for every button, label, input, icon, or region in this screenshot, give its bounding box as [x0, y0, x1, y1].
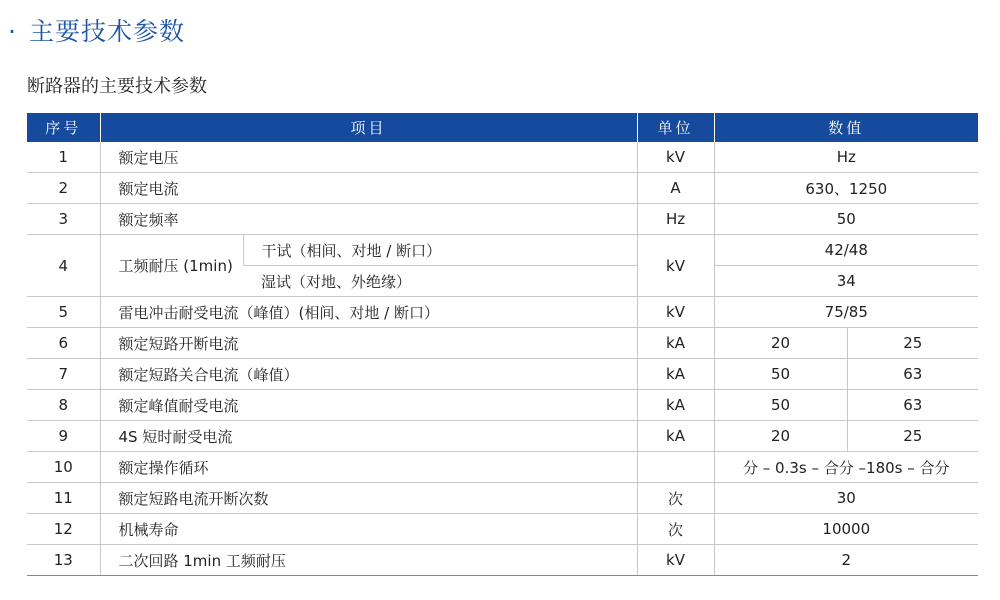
row-number: 13 — [27, 545, 100, 576]
table-header-row — [27, 113, 978, 142]
row-item: 额定峰值耐受电流 — [100, 390, 637, 421]
row-value-b: 63 — [847, 390, 978, 421]
row-unit: kA — [637, 421, 714, 452]
row-value: 2 — [714, 545, 978, 576]
row-item: 机械寿命 — [100, 514, 637, 545]
row-unit: Hz — [637, 204, 714, 235]
row-number: 12 — [27, 514, 100, 545]
row-number: 6 — [27, 328, 100, 359]
row-number: 4 — [27, 235, 100, 297]
row-value: Hz — [714, 142, 978, 173]
row-value-a: 20 — [714, 328, 847, 359]
row-value: 75/85 — [714, 297, 978, 328]
header-item: 项目 — [100, 113, 637, 142]
row-unit: kV — [637, 297, 714, 328]
table-row — [27, 452, 978, 483]
row-subitem-wet: 湿试（对地、外绝缘） — [243, 266, 637, 297]
row-unit: kA — [637, 359, 714, 390]
row-value: 分 – 0.3s – 合分 –180s – 合分 — [714, 452, 978, 483]
row-unit: kV — [637, 235, 714, 297]
row-item: 额定频率 — [100, 204, 637, 235]
table-row — [27, 328, 978, 359]
row-value-b: 25 — [847, 328, 978, 359]
row-number: 1 — [27, 142, 100, 173]
row-number: 11 — [27, 483, 100, 514]
header-no: 序号 — [27, 113, 100, 142]
page-title — [8, 12, 185, 48]
header-value: 数值 — [714, 113, 978, 142]
row-unit: 次 — [637, 483, 714, 514]
row-item: 4S 短时耐受电流 — [100, 421, 637, 452]
row-unit — [637, 452, 714, 483]
row-item: 额定短路开断电流 — [100, 328, 637, 359]
row-value-a: 50 — [714, 359, 847, 390]
row-value: 30 — [714, 483, 978, 514]
row-value-a: 50 — [714, 390, 847, 421]
table-row — [27, 545, 978, 576]
table-row — [27, 173, 978, 204]
row-value-b: 25 — [847, 421, 978, 452]
row-unit: kV — [637, 545, 714, 576]
row-unit: 次 — [637, 514, 714, 545]
row-value-dry: 42/48 — [714, 235, 978, 266]
row-number: 10 — [27, 452, 100, 483]
table-row — [27, 297, 978, 328]
row-value: 50 — [714, 204, 978, 235]
row-value-b: 63 — [847, 359, 978, 390]
table-row — [27, 142, 978, 173]
row-number: 7 — [27, 359, 100, 390]
row-item: 额定电压 — [100, 142, 637, 173]
row-number: 2 — [27, 173, 100, 204]
row-number: 3 — [27, 204, 100, 235]
row-item: 额定电流 — [100, 173, 637, 204]
row-item: 额定操作循环 — [100, 452, 637, 483]
table-row — [27, 514, 978, 545]
row-item: 工频耐压 (1min) — [100, 235, 243, 297]
table-row — [27, 421, 978, 452]
table-row — [27, 359, 978, 390]
table-row — [27, 235, 978, 266]
page-title-text: 主要技术参数 — [28, 17, 185, 46]
row-number: 5 — [27, 297, 100, 328]
row-unit: kA — [637, 390, 714, 421]
row-item: 额定短路关合电流（峰值） — [100, 359, 637, 390]
row-number: 8 — [27, 390, 100, 421]
row-unit: kV — [637, 142, 714, 173]
table-row — [27, 390, 978, 421]
row-number: 9 — [27, 421, 100, 452]
row-item: 雷电冲击耐受电流（峰值）(相间、对地 / 断口） — [100, 297, 637, 328]
table-row — [27, 204, 978, 235]
row-value-wet: 34 — [714, 266, 978, 297]
row-item: 额定短路电流开断次数 — [100, 483, 637, 514]
row-value-a: 20 — [714, 421, 847, 452]
header-unit: 单位 — [637, 113, 714, 142]
bullet-dot: · — [8, 17, 17, 46]
table-row — [27, 483, 978, 514]
row-value: 630、1250 — [714, 173, 978, 204]
row-subitem-dry: 干试（相间、对地 / 断口） — [243, 235, 637, 266]
row-value: 10000 — [714, 514, 978, 545]
row-unit: A — [637, 173, 714, 204]
section-subtitle: 断路器的主要技术参数 — [27, 76, 207, 97]
parameter-table — [27, 113, 978, 576]
row-item: 二次回路 1min 工频耐压 — [100, 545, 637, 576]
row-unit: kA — [637, 328, 714, 359]
